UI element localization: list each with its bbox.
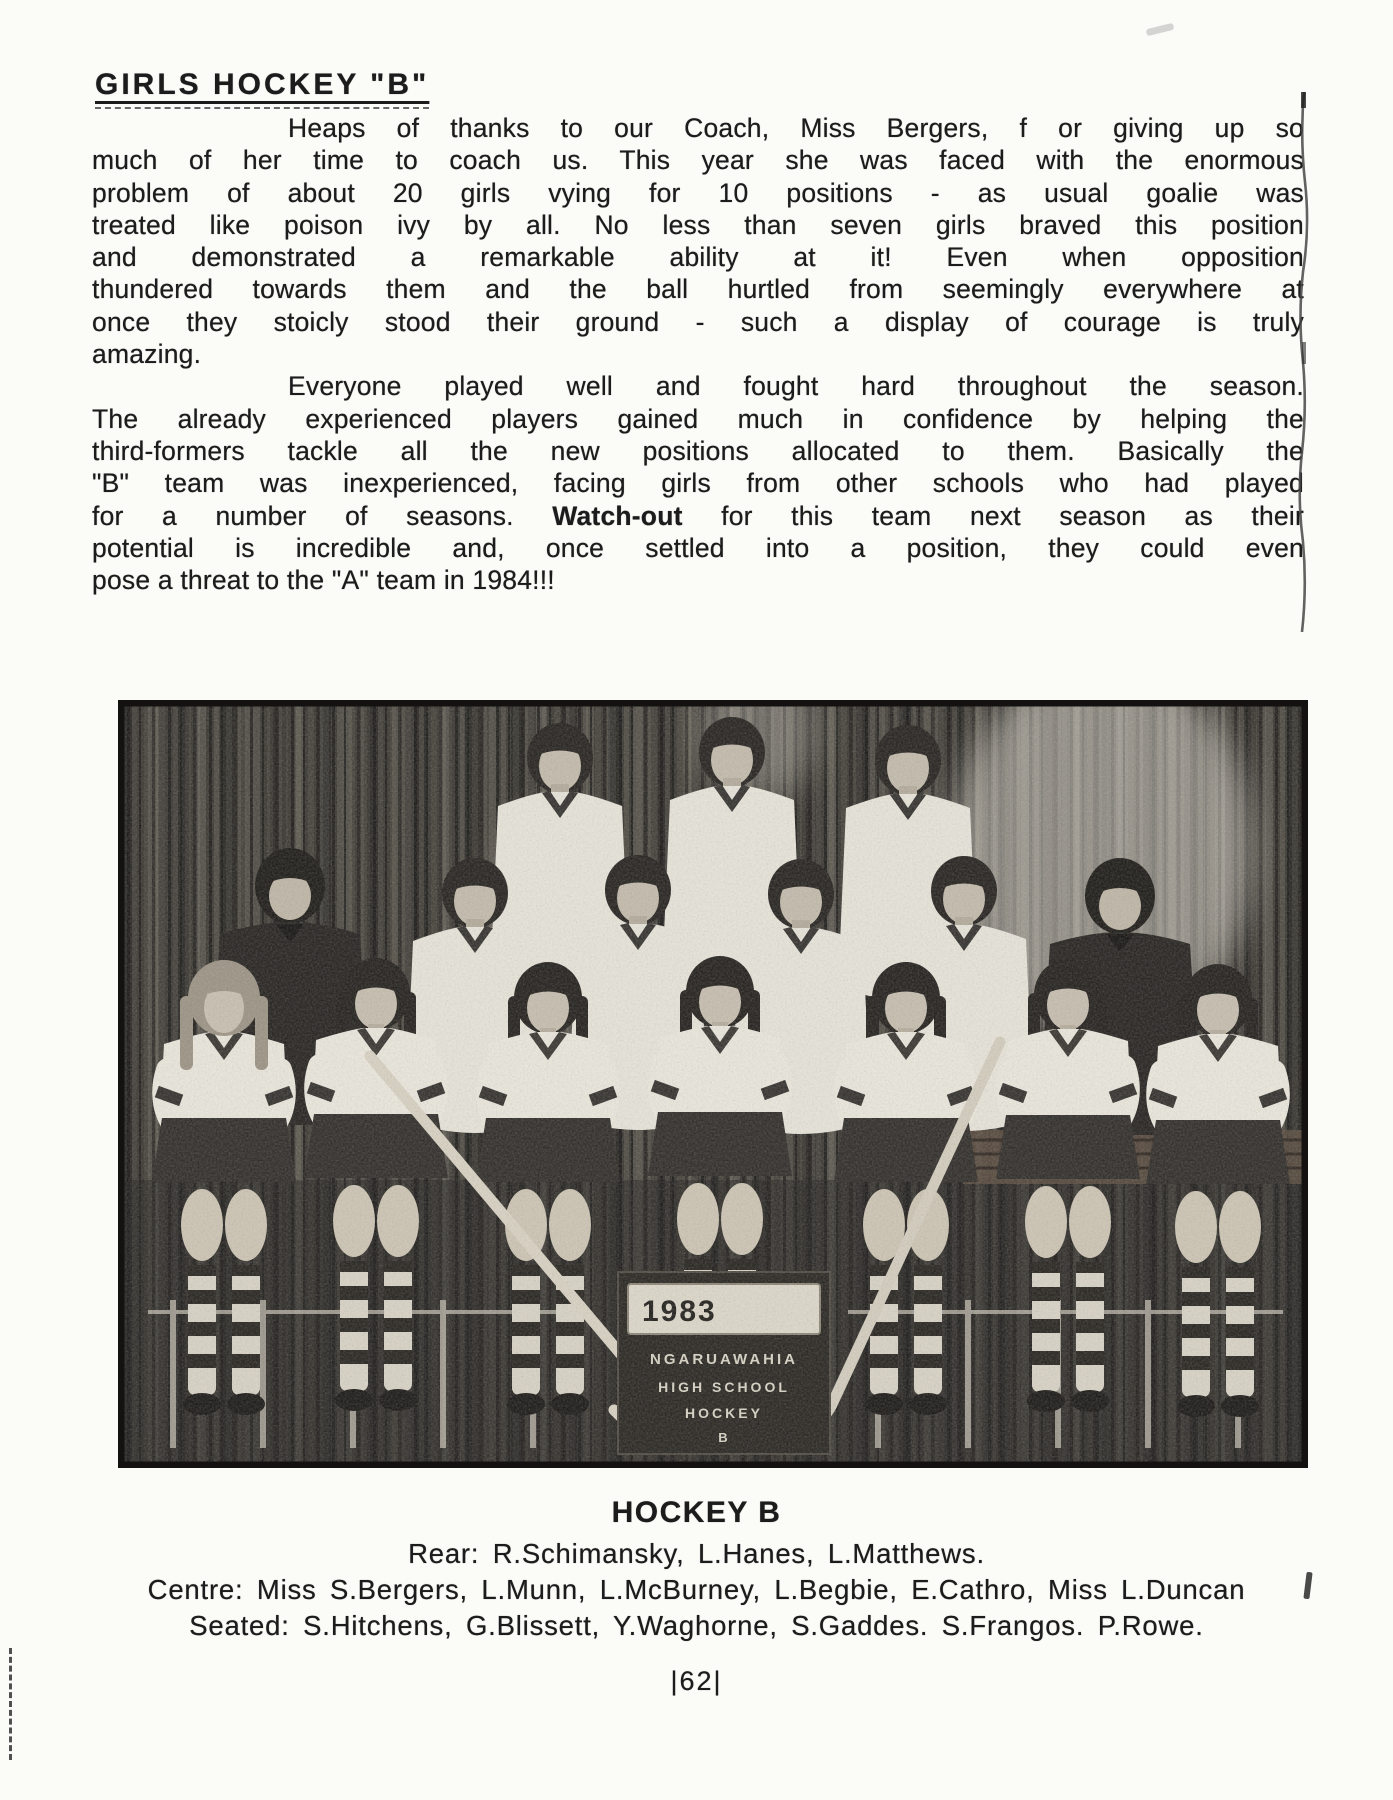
paragraph-line: for a number of seasons. Watch-out for this team next season as their xyxy=(92,500,1304,531)
paragraph-line: much of her time to coach us. This year she was faced with the enormous xyxy=(92,145,1304,176)
paragraph-line: pose a threat to the "A" team in 1984!!! xyxy=(92,565,555,596)
article-body xyxy=(92,112,1304,596)
caption-centre-row: Centre: Miss S.Bergers, L.Munn, L.McBurney, L.Begbie, E.Cathro, Miss L.Duncan xyxy=(147,1574,1246,1605)
sign-school-type: HIGH SCHOOL xyxy=(658,1379,790,1395)
paragraph-line: thundered towards them and the ball hurtled from seemingly everywhere at xyxy=(92,274,1304,305)
paragraph-line: "B" team was inexperienced, facing girls from other schools who had played xyxy=(92,468,1304,499)
scan-edge-artifact-right xyxy=(1294,92,1318,632)
paragraph-line: Heaps of thanks to our Coach, Miss Bergers, f or giving up so xyxy=(288,113,1304,143)
paragraph-line: The already experienced players gained much in confidence by helping the xyxy=(92,403,1304,434)
paragraph-line: problem of about 20 girls vying for 10 positions - as usual goalie was xyxy=(92,177,1304,208)
paragraph xyxy=(92,112,1304,370)
photo-caption xyxy=(0,1496,1393,1644)
paragraph-line: third-formers tackle all the new positions allocated to them. Basically the xyxy=(92,435,1304,466)
photo-grain xyxy=(118,700,1308,1468)
page-number: |62| xyxy=(670,1666,723,1696)
caption-seated-row: Seated: S.Hitchens, G.Blissett, Y.Waghorne, S.Gaddes. S.Frangos. P.Rowe. xyxy=(189,1610,1204,1641)
page-title xyxy=(95,68,429,102)
sign-year: 1983 xyxy=(642,1295,717,1328)
paragraph-line: and demonstrated a remarkable ability at it! Even when opposition xyxy=(92,242,1304,273)
paragraph-line: treated like poison ivy by all. No less than seven girls braved this position xyxy=(92,209,1304,240)
sign-team-letter: B xyxy=(718,1430,730,1445)
sign-school-name: NGARUAWAHIA xyxy=(650,1351,798,1368)
caption-rear-row: Rear: R.Schimansky, L.Hanes, L.Matthews. xyxy=(408,1538,985,1569)
page-title-text: GIRLS HOCKEY "B" xyxy=(95,68,429,109)
paragraph-line: Everyone played well and fought hard throughout the season. xyxy=(288,371,1304,402)
paragraph-line: potential is incredible and, once settled into a position, they could even xyxy=(92,532,1304,563)
sign-sport: HOCKEY xyxy=(685,1405,763,1421)
paragraph-line: once they stoicly stood their ground - such a display of courage is truly xyxy=(92,306,1304,337)
scan-artifact-top-right xyxy=(1146,23,1175,37)
team-photo xyxy=(118,700,1308,1468)
scan-artifact-left-margin xyxy=(9,1648,12,1760)
team-photo-illustration xyxy=(118,700,1308,1468)
paragraph xyxy=(92,370,1304,596)
caption-title: HOCKEY B xyxy=(611,1496,782,1529)
paragraph-line: amazing. xyxy=(92,339,202,370)
